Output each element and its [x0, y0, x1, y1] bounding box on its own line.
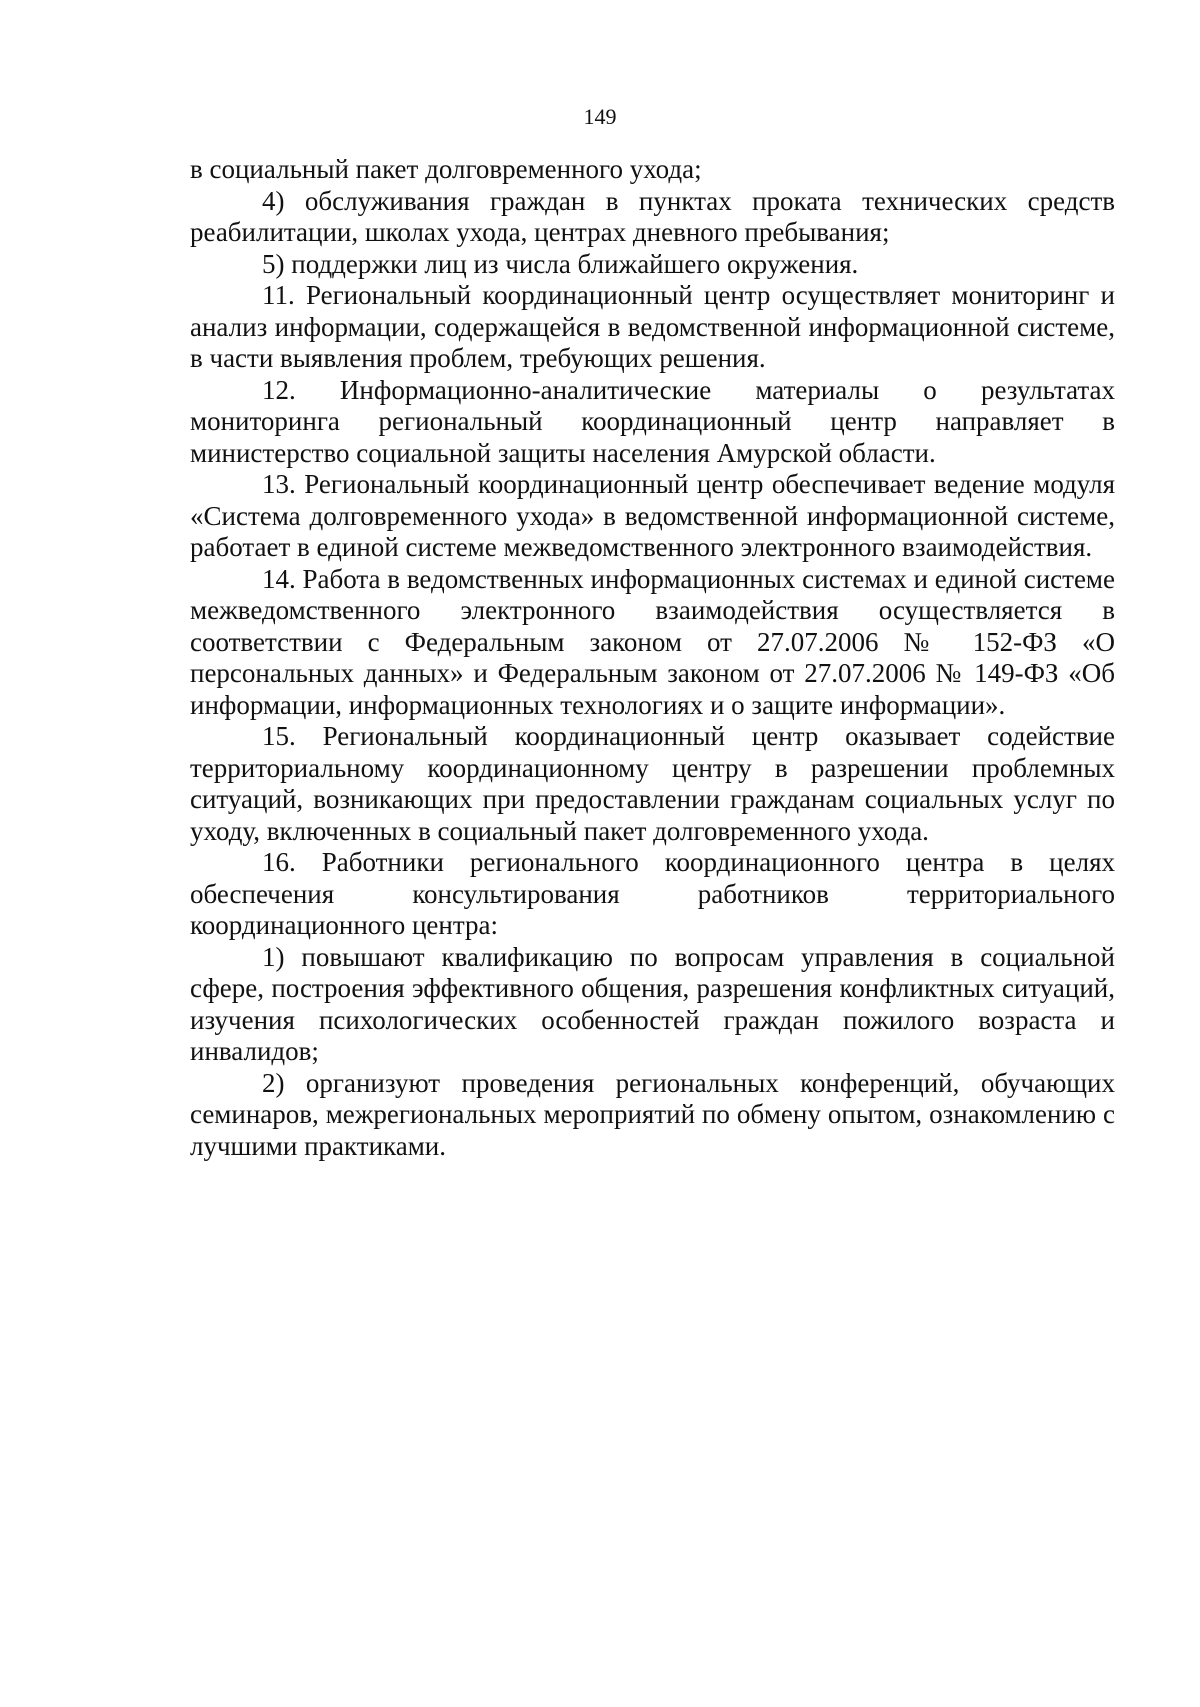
- clause-11: 11. Региональный координационный центр осуществляет мониторинг и анализ информации, содержащейся в ведомственной информационной системе, в части выявления проблем, требующих решения.: [190, 280, 1115, 373]
- clause-15: 15. Региональный координационный центр оказывает содействие территориальному координационному центру в разрешении проблемных ситуаций, возникающих при предоставлении гражданам социальных услуг по уходу, включенных в социальный пакет долговременного ухода.: [190, 721, 1115, 846]
- clause-16-item-1: 1) повышают квалификацию по вопросам управления в социальной сфере, построения эффективного общения, разрешения конфликтных ситуаций, изучения психологических особенностей граждан пожилого возраста и инвалидов;: [190, 941, 1115, 1066]
- clause-16-item-2: 2) организуют проведения региональных конференций, обучающих семинаров, межрегиональных мероприятий по обмену опытом, ознакомлению с лучшими практиками.: [190, 1067, 1115, 1161]
- paragraph-continuation: в социальный пакет долговременного ухода;: [190, 154, 702, 184]
- clause-13: 13. Региональный координационный центр обеспечивает ведение модуля «Система долговременного ухода» в ведомственной информационной системе, работает в единой системе межведомственного электронного взаимодействия.: [190, 469, 1115, 562]
- document-body: [190, 154, 1115, 1162]
- clause-16: 16. Работники регионального координационного центра в целях обеспечения консультирования работников территориального координационного центра:: [190, 847, 1115, 940]
- list-item-5: 5) поддержки лиц из числа ближайшего окружения.: [262, 248, 859, 279]
- page-number: 149: [583, 104, 617, 129]
- clause-12: 12. Информационно-аналитические материалы о результатах мониторинга региональный координационный центр направляет в министерство социальной защиты населения Амурской области.: [190, 374, 1115, 468]
- list-item-4: 4) обслуживания граждан в пунктах проката технических средств реабилитации, школах ухода, центрах дневного пребывания;: [190, 185, 1115, 247]
- clause-14: 14. Работа в ведомственных информационных системах и единой системе межведомственного электронного взаимодействия осуществляется в соответствии с Федеральным законом от 27.07.2006 № 152-ФЗ «О персональных данных» и Федеральным законом от 27.07.2006 № 149-ФЗ «Об информации, информационных технологиях и о защите информации».: [190, 563, 1115, 720]
